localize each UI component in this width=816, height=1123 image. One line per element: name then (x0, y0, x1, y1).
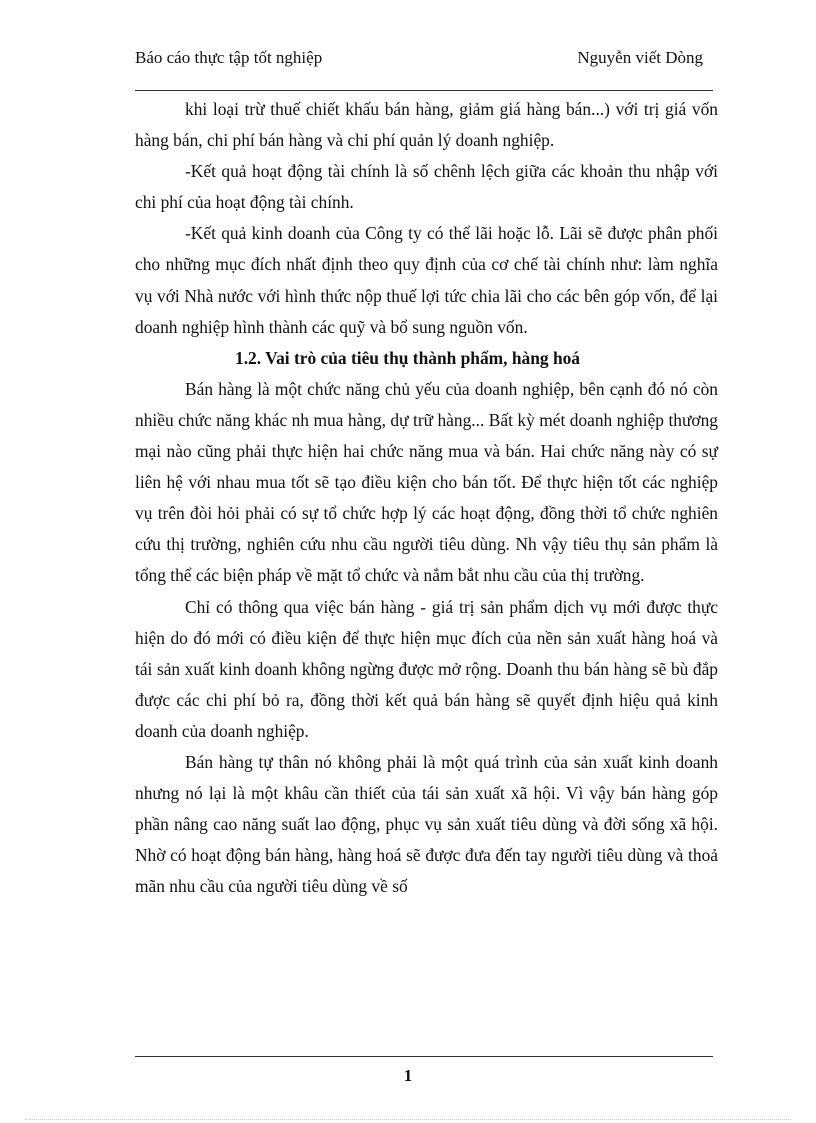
paragraph-2: -Kết quả hoạt động tài chính là số chênh lệch giữa các khoản thu nhập với chi phí của hoạt động tài chính. (135, 161, 718, 213)
section-heading: 1.2. Vai trò của tiêu thụ thành phẩm, hàng hoá (235, 347, 581, 368)
document-body (135, 94, 718, 902)
paragraph-6: Bán hàng tự thân nó không phải là một quá trình của sản xuất kinh doanh nhưng nó lại là một khâu cần thiết của tái sản xuất xã hội. Vì vậy bán hàng góp phần nâng cao năng suất lao động, phục vụ sản xuất tiêu dùng và đời sống xã hội. Nhờ có hoạt động bán hàng, hàng hoá sẽ được đưa đến tay người tiêu dùng và thoả mãn nhu cầu của người tiêu dùng về số (135, 751, 718, 897)
paragraph-3: -Kết quả kinh doanh của Công ty có thể lãi hoặc lỗ. Lãi sẽ được phân phối cho những mục đích nhất định theo quy định của cơ chế tài chính như: làm nghĩa vụ với Nhà nước với hình thức nộp thuế lợi tức chia lãi cho các bên góp vốn, để lại doanh nghiệp hình thành các quỹ và bổ sung nguồn vốn. (135, 223, 718, 337)
page-number: 1 (403, 1066, 413, 1085)
page-edge (25, 1119, 791, 1120)
author-name: Nguyễn viết Dòng (577, 48, 703, 67)
page-header (135, 48, 715, 74)
paragraph-1: khi loại trừ thuế chiết khấu bán hàng, giảm giá hàng bán...) với trị giá vốn hàng bán, chi phí bán hàng và chi phí quản lý doanh nghiệp. (135, 99, 718, 151)
header-divider (135, 90, 713, 91)
footer-divider (135, 1056, 713, 1057)
paragraph-4: Bán hàng là một chức năng chủ yếu của doanh nghiệp, bên cạnh đó nó còn nhiều chức năng khác nh mua hàng, dự trữ hàng... Bất kỳ mét doanh nghiệp thương mại nào cũng phải thực hiện hai chức năng mua và bán. Hai chức năng này có sự liên hệ với nhau mua tốt sẽ tạo điều kiện cho bán tốt. Để thực hiện tốt các nghiệp vụ trên đòi hỏi phải có sự tổ chức hợp lý các hoạt động, đồng thời tổ chức nghiên cứu thị trường, nghiên cứu nhu cầu người tiêu dùng. Nh vậy tiêu thụ sản phẩm là tổng thể các biện pháp về mặt tổ chức và nắm bắt nhu cầu của thị trường. (135, 378, 718, 586)
report-title: Báo cáo thực tập tốt nghiệp (135, 48, 323, 67)
paragraph-5: Chỉ có thông qua việc bán hàng - giá trị sản phẩm dịch vụ mới được thực hiện do đó mới có điều kiện để thực hiện mục đích của nền sản xuất hàng hoá và tái sản xuất kinh doanh không ngừng được mở rộng. Doanh thu bán hàng sẽ bù đắp được các chi phí bỏ ra, đồng thời kết quả bán hàng sẽ quyết định hiệu quả kinh doanh của doanh nghiệp. (135, 596, 718, 741)
